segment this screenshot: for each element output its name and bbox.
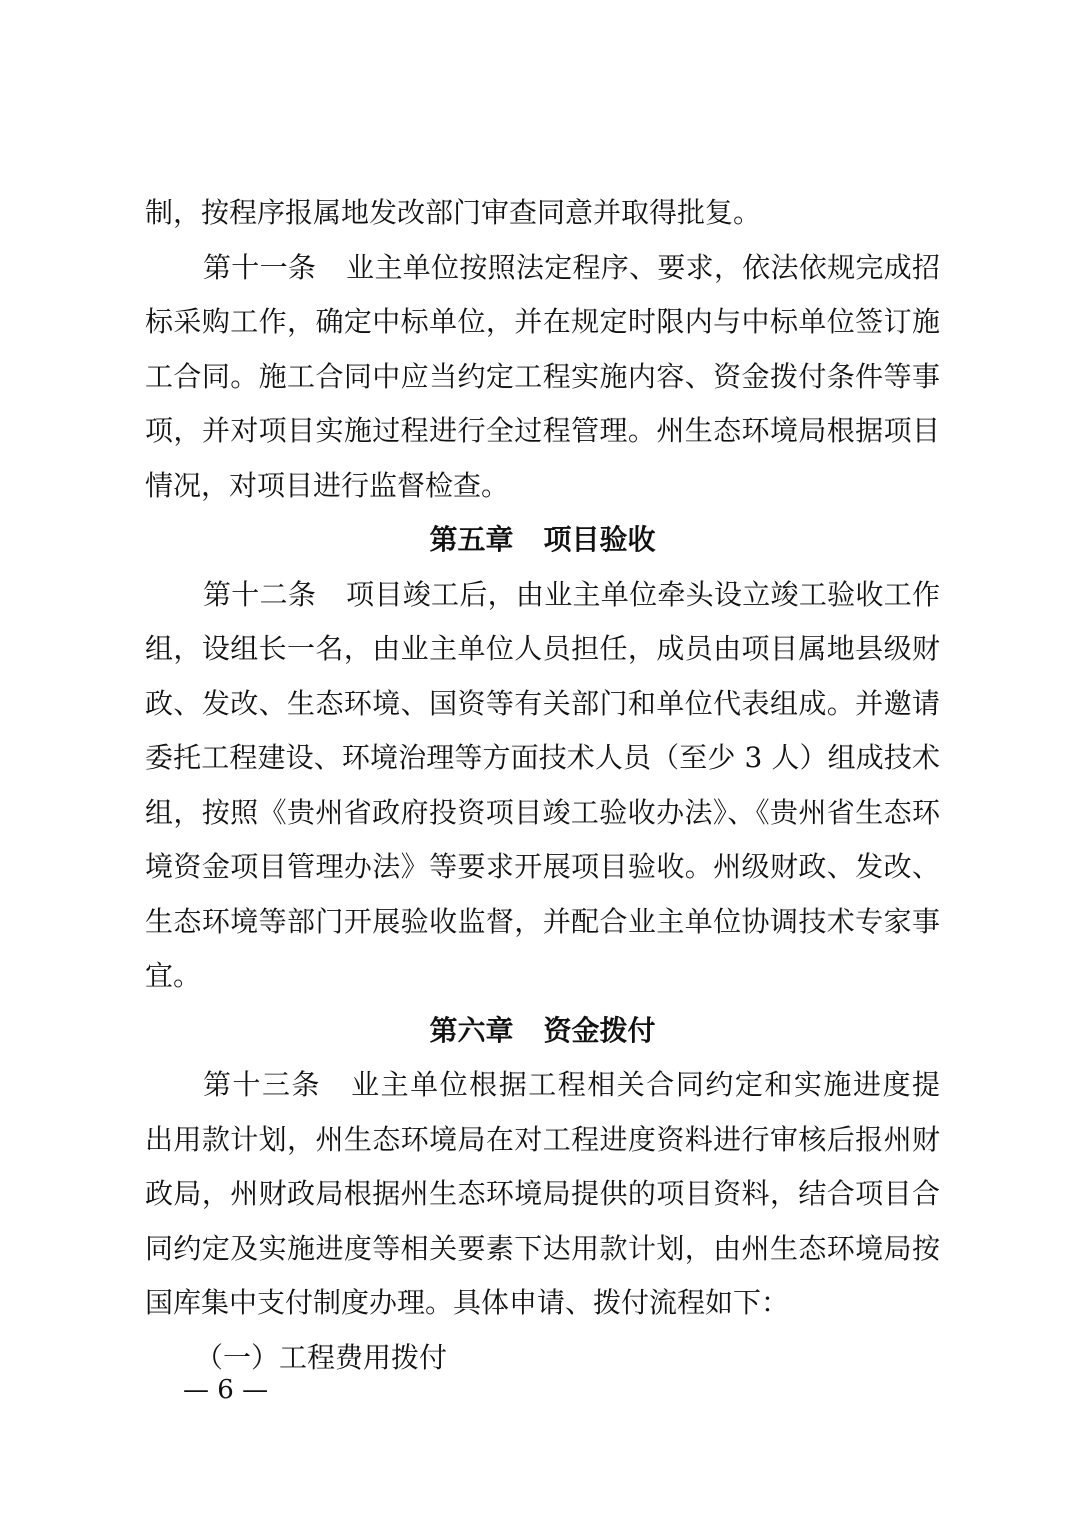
sub-section-heading: （一）工程费用拨付 bbox=[195, 1340, 448, 1374]
chapter-6-heading bbox=[145, 1004, 940, 1059]
text-line: 制，按程序报属地发改部门审查同意并取得批复。 bbox=[145, 196, 762, 229]
text-line: 政、发改、生态环境、国资等有关部门和单位代表组成。并邀请 bbox=[145, 686, 940, 720]
text-span: 业主单位根据工程相关合同约定和实施进度提 bbox=[351, 1068, 940, 1101]
text-line: 政局，州财政局根据州生态环境局提供的项目资料，结合项目合 bbox=[145, 1177, 940, 1210]
page-number: — 6 — bbox=[183, 1375, 269, 1405]
text-line: 出用款计划，州生态环境局在对工程进度资料进行审核后报州财 bbox=[145, 1122, 940, 1156]
chapter-title: 项目验收 bbox=[543, 523, 656, 556]
text-span: 项目竣工后，由业主单位牵头设立竣工验收工作 bbox=[346, 577, 940, 611]
text-line: 国库集中支付制度办理。具体申请、拨付流程如下： bbox=[145, 1286, 790, 1319]
text-line: 宜。 bbox=[145, 959, 202, 992]
article-number: 第十一条 bbox=[203, 250, 317, 284]
article-number: 第十三条 bbox=[203, 1068, 322, 1101]
chapter-5-heading bbox=[145, 513, 940, 568]
text-line: 组，按照《贵州省政府投资项目竣工验收办法》、《贵州省生态环 bbox=[145, 795, 940, 829]
text-line: 标采购工作，确定中标单位，并在规定时限内与中标单位签订施 bbox=[145, 305, 940, 338]
text-line: 境资金项目管理办法》等要求开展项目验收。州级财政、发改、 bbox=[145, 850, 940, 883]
article-12-first-line bbox=[145, 568, 940, 623]
chapter-title: 资金拨付 bbox=[543, 1013, 656, 1047]
text-line: 情况，对项目进行监督检查。 bbox=[145, 468, 510, 502]
text-line: 同约定及实施进度等相关要素下达用款计划，由州生态环境局按 bbox=[145, 1231, 940, 1265]
chapter-number: 第五章 bbox=[429, 523, 514, 556]
text-span: 业主单位按照法定程序、要求，依法依规完成招 bbox=[346, 250, 940, 284]
text-line: 生态环境等部门开展验收监督，并配合业主单位协调技术专家事 bbox=[145, 904, 940, 938]
article-11-first-line bbox=[145, 241, 940, 296]
document-body bbox=[145, 186, 940, 1385]
article-number: 第十二条 bbox=[203, 577, 317, 611]
article-13-first-line bbox=[145, 1058, 940, 1113]
chapter-number: 第六章 bbox=[429, 1013, 514, 1047]
text-line: 项，并对项目实施过程进行全过程管理。州生态环境局根据项目 bbox=[145, 414, 940, 447]
text-line: 组，设组长一名，由业主单位人员担任，成员由项目属地县级财 bbox=[145, 632, 940, 665]
text-line: 工合同。施工合同中应当约定工程实施内容、资金拨付条件等事 bbox=[145, 359, 940, 393]
text-line: 委托工程建设、环境治理等方面技术人员（至少 3 人）组成技术 bbox=[145, 741, 940, 774]
